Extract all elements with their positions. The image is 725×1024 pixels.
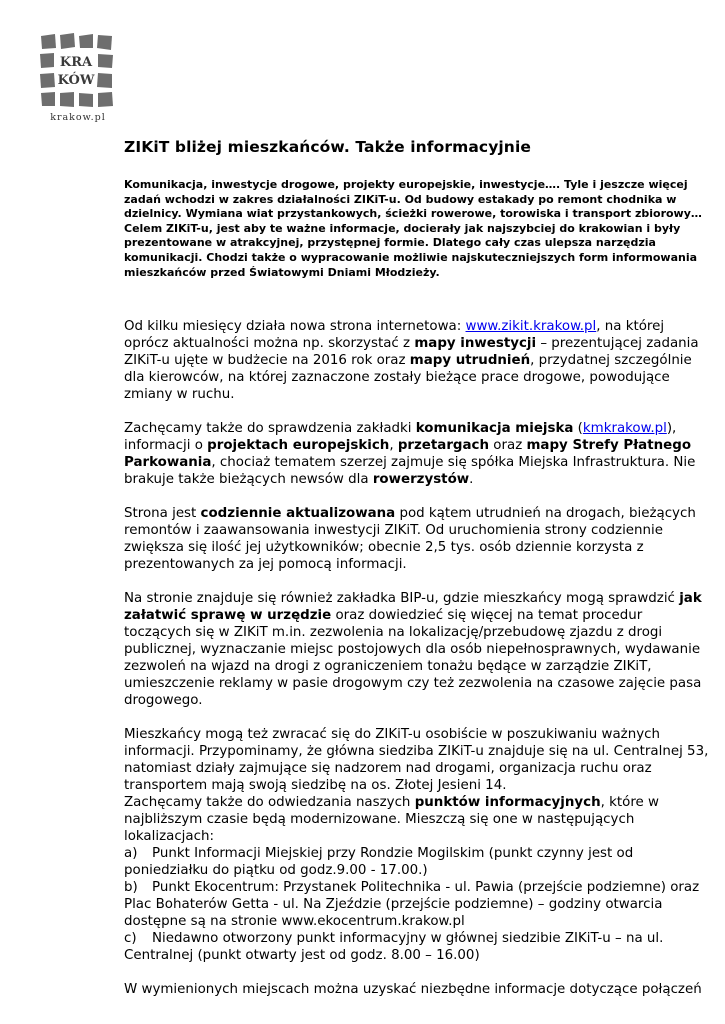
krakow-logo-icon	[38, 30, 118, 125]
krakow-logo	[38, 30, 118, 125]
zikit-link[interactable]: www.zikit.krakow.pl	[465, 319, 597, 335]
paragraph-3: Strona jest codziennie aktualizowana pod kątem utrudnień na drogach, bieżących remontów i zaawansowania inwestycji ZIKiT. Od uruchomienia strony codziennie zwiększa się ilość jej użytkowników; obecnie 2,5 tys. osób dziennie korzysta z prezentowanych za jej pomocą informacji.	[124, 506, 696, 573]
list-item: c) Niedawno otworzony punkt informacyjny w głównej siedzibie ZIKiT-u – na ul. Centralnej (punkt otwarty jest od godz. 8.00 – 16.00)	[124, 931, 664, 964]
paragraph-7: W wymienionych miejscach można uzyskać niezbędne informacje dotyczące połączeń	[124, 982, 702, 998]
list-item: a) Punkt Informacji Miejskiej przy Rondzie Mogilskim (punkt czynny jest od poniedziałku do piątku od godz.9.00 - 17.00.)	[124, 846, 634, 879]
kmkrakow-link[interactable]: kmkrakow.pl	[582, 421, 667, 437]
paragraph-4: Na stronie znajduje się również zakładka BIP-u, gdzie mieszkańcy mogą sprawdzić jak załatwić sprawę w urzędzie oraz dowiedzieć się więcej na temat procedur toczących się w ZIKiT m.in. zezwolenia na lokalizację/przebudowę zjazdu z drogi publicznej, wyznaczanie miejsc postojowych dla osób niepełnosprawnych, wydawanie zezwoleń na wjazd na drogi z ograniczeniem tonażu będące w zarządzie ZIKiT, umieszczenie reklamy w pasie drogowym czy też zezwolenia na czasowe zajęcie pasa drogowego.	[124, 591, 702, 709]
article-lead: Komunikacja, inwestycje drogowe, projekty europejskie, inwestycje…. Tyle i jeszcze więcej zadań wchodzi w zakres działalności ZIKiT-u. Od budowy estakady po remont chodnika w dzielnicy. Wymiana wiat przystankowych, ścieżki rowerowe, torowiska i transport zbiorowy… Celem ZIKiT-u, jest aby te ważne informacje, docierały jak najszybciej do krakowian i były prezentowane w atrakcyjnej, przystępnej formie. Dlatego cały czas ulepsza narzędzia komunikacji. Chodzi także o wypracowanie możliwie najskuteczniejszych form informowania mieszkańców przed Światowymi Dniami Młodzieży.	[124, 178, 702, 279]
paragraph-5: Mieszkańcy mogą też zwracać się do ZIKiT-u osobiście w poszukiwaniu ważnych informacji. Przypominamy, że główna siedziba ZIKiT-u znajduje się na ul. Centralnej 53, natomiast działy zajmujące się nadzorem nad drogami, organizacja ruchu oraz transportem mają swoją siedzibę na os. Złotej Jesieni 14.	[124, 727, 709, 794]
list-item: b) Punkt Ekocentrum: Przystanek Politechnika - ul. Pawia (przejście podziemne) oraz Plac Bohaterów Getta - ul. Na Zjeździe (przejście podziemne) – godziny otwarcia dostępne są na stronie www.ekocentrum.krakow.pl	[124, 880, 700, 930]
paragraph-6: Zachęcamy także do odwiedzania naszych punktów informacyjnych, które w najbliższym czasie będą modernizowane. Mieszczą się one w następujących lokalizacjach:	[124, 795, 659, 845]
article	[124, 138, 709, 1015]
svg-text:KRA: KRA	[59, 55, 93, 70]
paragraph-1: Od kilku miesięcy działa nowa strona internetowa: www.zikit.krakow.pl, na której oprócz aktualności można np. skorzystać z mapy inwestycji – prezentującej zadania ZIKiT-u ujęte w budżecie na 2016 rok oraz mapy utrudnień, przydatnej szczególnie dla kierowców, na której zaznaczone zostały bieżące prace drogowe, powodujące zmiany w ruchu.	[124, 319, 699, 403]
paragraph-2: Zachęcamy także do sprawdzenia zakładki komunikacja miejska (kmkrakow.pl), informacji o projektach europejskich, przetargach oraz mapy Strefy Płatnego Parkowania, chociaż tematem szerzej zajmuje się spółka Miejska Infrastruktura. Nie brakuje także bieżących newsów dla rowerzystów.	[124, 421, 696, 488]
article-title: ZIKiT bliżej mieszkańców. Także informacyjnie	[124, 138, 531, 156]
info-points-list	[124, 845, 709, 964]
svg-text:KÓW: KÓW	[57, 73, 95, 88]
svg-text:krakow.pl: krakow.pl	[50, 112, 106, 123]
